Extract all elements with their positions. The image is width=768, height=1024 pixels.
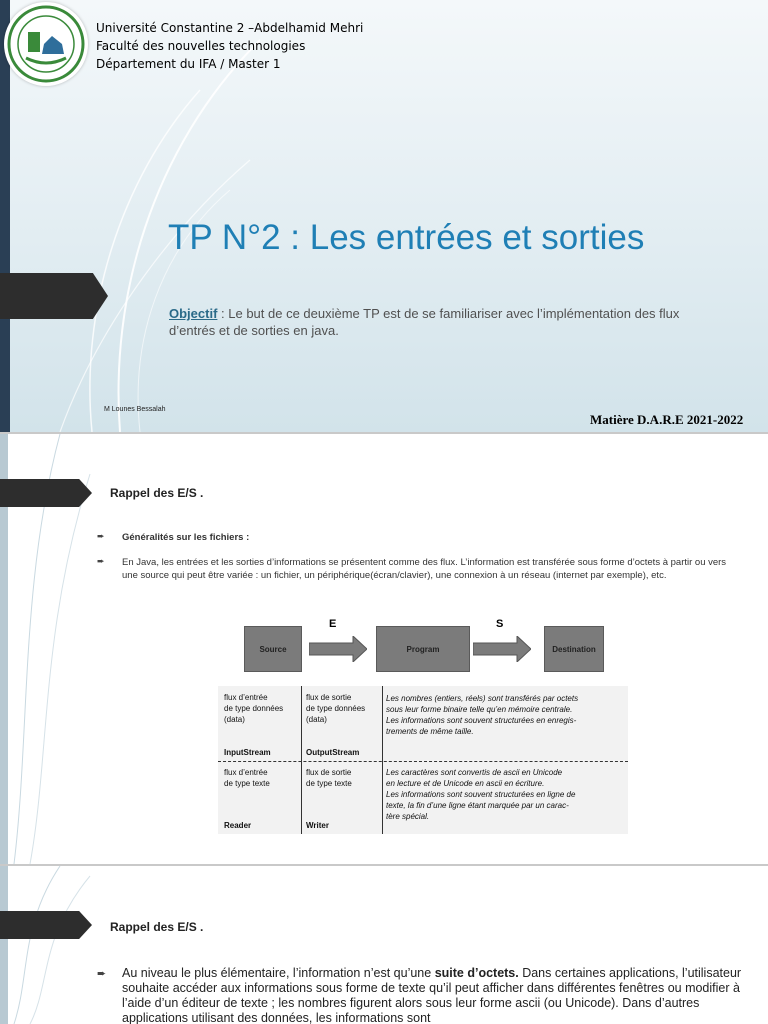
faculty-name: Faculté des nouvelles technologies (96, 39, 306, 53)
objective-separator: : (217, 306, 229, 321)
flow-box-destination: Destination (544, 626, 604, 672)
slide-title: TP N°2 : Les entrées et sorties (168, 218, 645, 257)
table-cell: flux d’entrée de type données (data) (224, 693, 284, 724)
emphasis-text: suite d’octets. (434, 966, 519, 980)
flow-label-out: S (496, 618, 504, 630)
bullet-text-2: En Java, les entrées et les sorties d’informations se présentent comme des flux. L’information est transférée sous forme d’octets à partir ou vers une source qui peut être variée : un fichier, un périphérique(écran/clavier), une connexion à un réseau (internet par exemple), etc. (122, 557, 727, 581)
table-cell: flux de sortie de type texte (306, 768, 352, 788)
arrow-bullet-icon: ➨ (97, 968, 107, 980)
author-name: M Lounes Bessalah (104, 406, 166, 413)
flow-box-program: Program (376, 626, 470, 672)
section-title: Rappel des E/S . (110, 486, 204, 500)
course-label: Matière D.A.R.E 2021-2022 (590, 412, 744, 427)
table-cell-class: Writer (306, 821, 329, 830)
paragraph-text: Au niveau le plus élémentaire, l’information n’est qu’une suite d’octets. Dans certaines applications, l’utilisateur souhaite accéder aux informations sous forme de texte qu’il peut afficher dans différentes fenêtres ou modifier à l’aide d’un éditeur de texte ; les nombres figurent alors sous leur forme ascii (ou Unicode). Dans d’autres applications utilisant des données, les informations sont (122, 966, 742, 1024)
right-arrow-icon (473, 636, 531, 662)
table-description-2: Les caractères sont convertis de ascii en Unicode en lecture et de Unicode en ascii en écriture. Les informations sont souvent structurées en ligne de texte, la fin d’une ligne étant marquée par un carac- tère spécial. (386, 768, 576, 821)
table-divider (301, 686, 302, 834)
arrow-bullet-icon: ➨ (97, 556, 105, 566)
slide-tag-marker (0, 911, 92, 939)
table-cell-class: InputStream (224, 748, 271, 757)
table-cell-class: OutputStream (306, 748, 360, 757)
decorative-curves (0, 866, 140, 1024)
table-cell: flux d’entrée de type texte (224, 768, 270, 788)
table-cell: flux de sortie de type données (data) (306, 693, 366, 724)
objective-label: Objectif (169, 306, 218, 321)
objective-paragraph (169, 305, 729, 339)
objective-text: Le but de ce deuxième TP est de se familiariser avec l’implémentation des flux d’entrés et de sorties en java. (169, 306, 680, 338)
section-title: Rappel des E/S . (110, 920, 204, 934)
table-row-divider (218, 761, 628, 762)
flow-box-source: Source (244, 626, 302, 672)
arrow-bullet-icon: ➨ (97, 531, 105, 541)
slide-tag-marker (0, 479, 92, 507)
bullet-text-1: Généralités sur les fichiers : (122, 532, 250, 543)
left-accent-bar (0, 866, 8, 1024)
content-slide-2 (0, 866, 768, 1024)
table-divider (382, 686, 383, 834)
title-slide (0, 0, 768, 432)
table-description-1: Les nombres (entiers, réels) sont transférés par octets sous leur forme binaire telle qu’en mémoire centrale. Les informations sont souvent structurées en enregis- trements de même taille. (386, 694, 579, 736)
university-name: Université Constantine 2 –Abdelhamid Mehri (96, 21, 364, 35)
table-cell-class: Reader (224, 821, 252, 830)
right-arrow-icon (309, 636, 367, 662)
department-name: Département du IFA / Master 1 (96, 57, 281, 71)
university-logo (4, 2, 88, 86)
flow-label-in: E (329, 618, 337, 630)
slide-tag-marker (0, 273, 108, 319)
